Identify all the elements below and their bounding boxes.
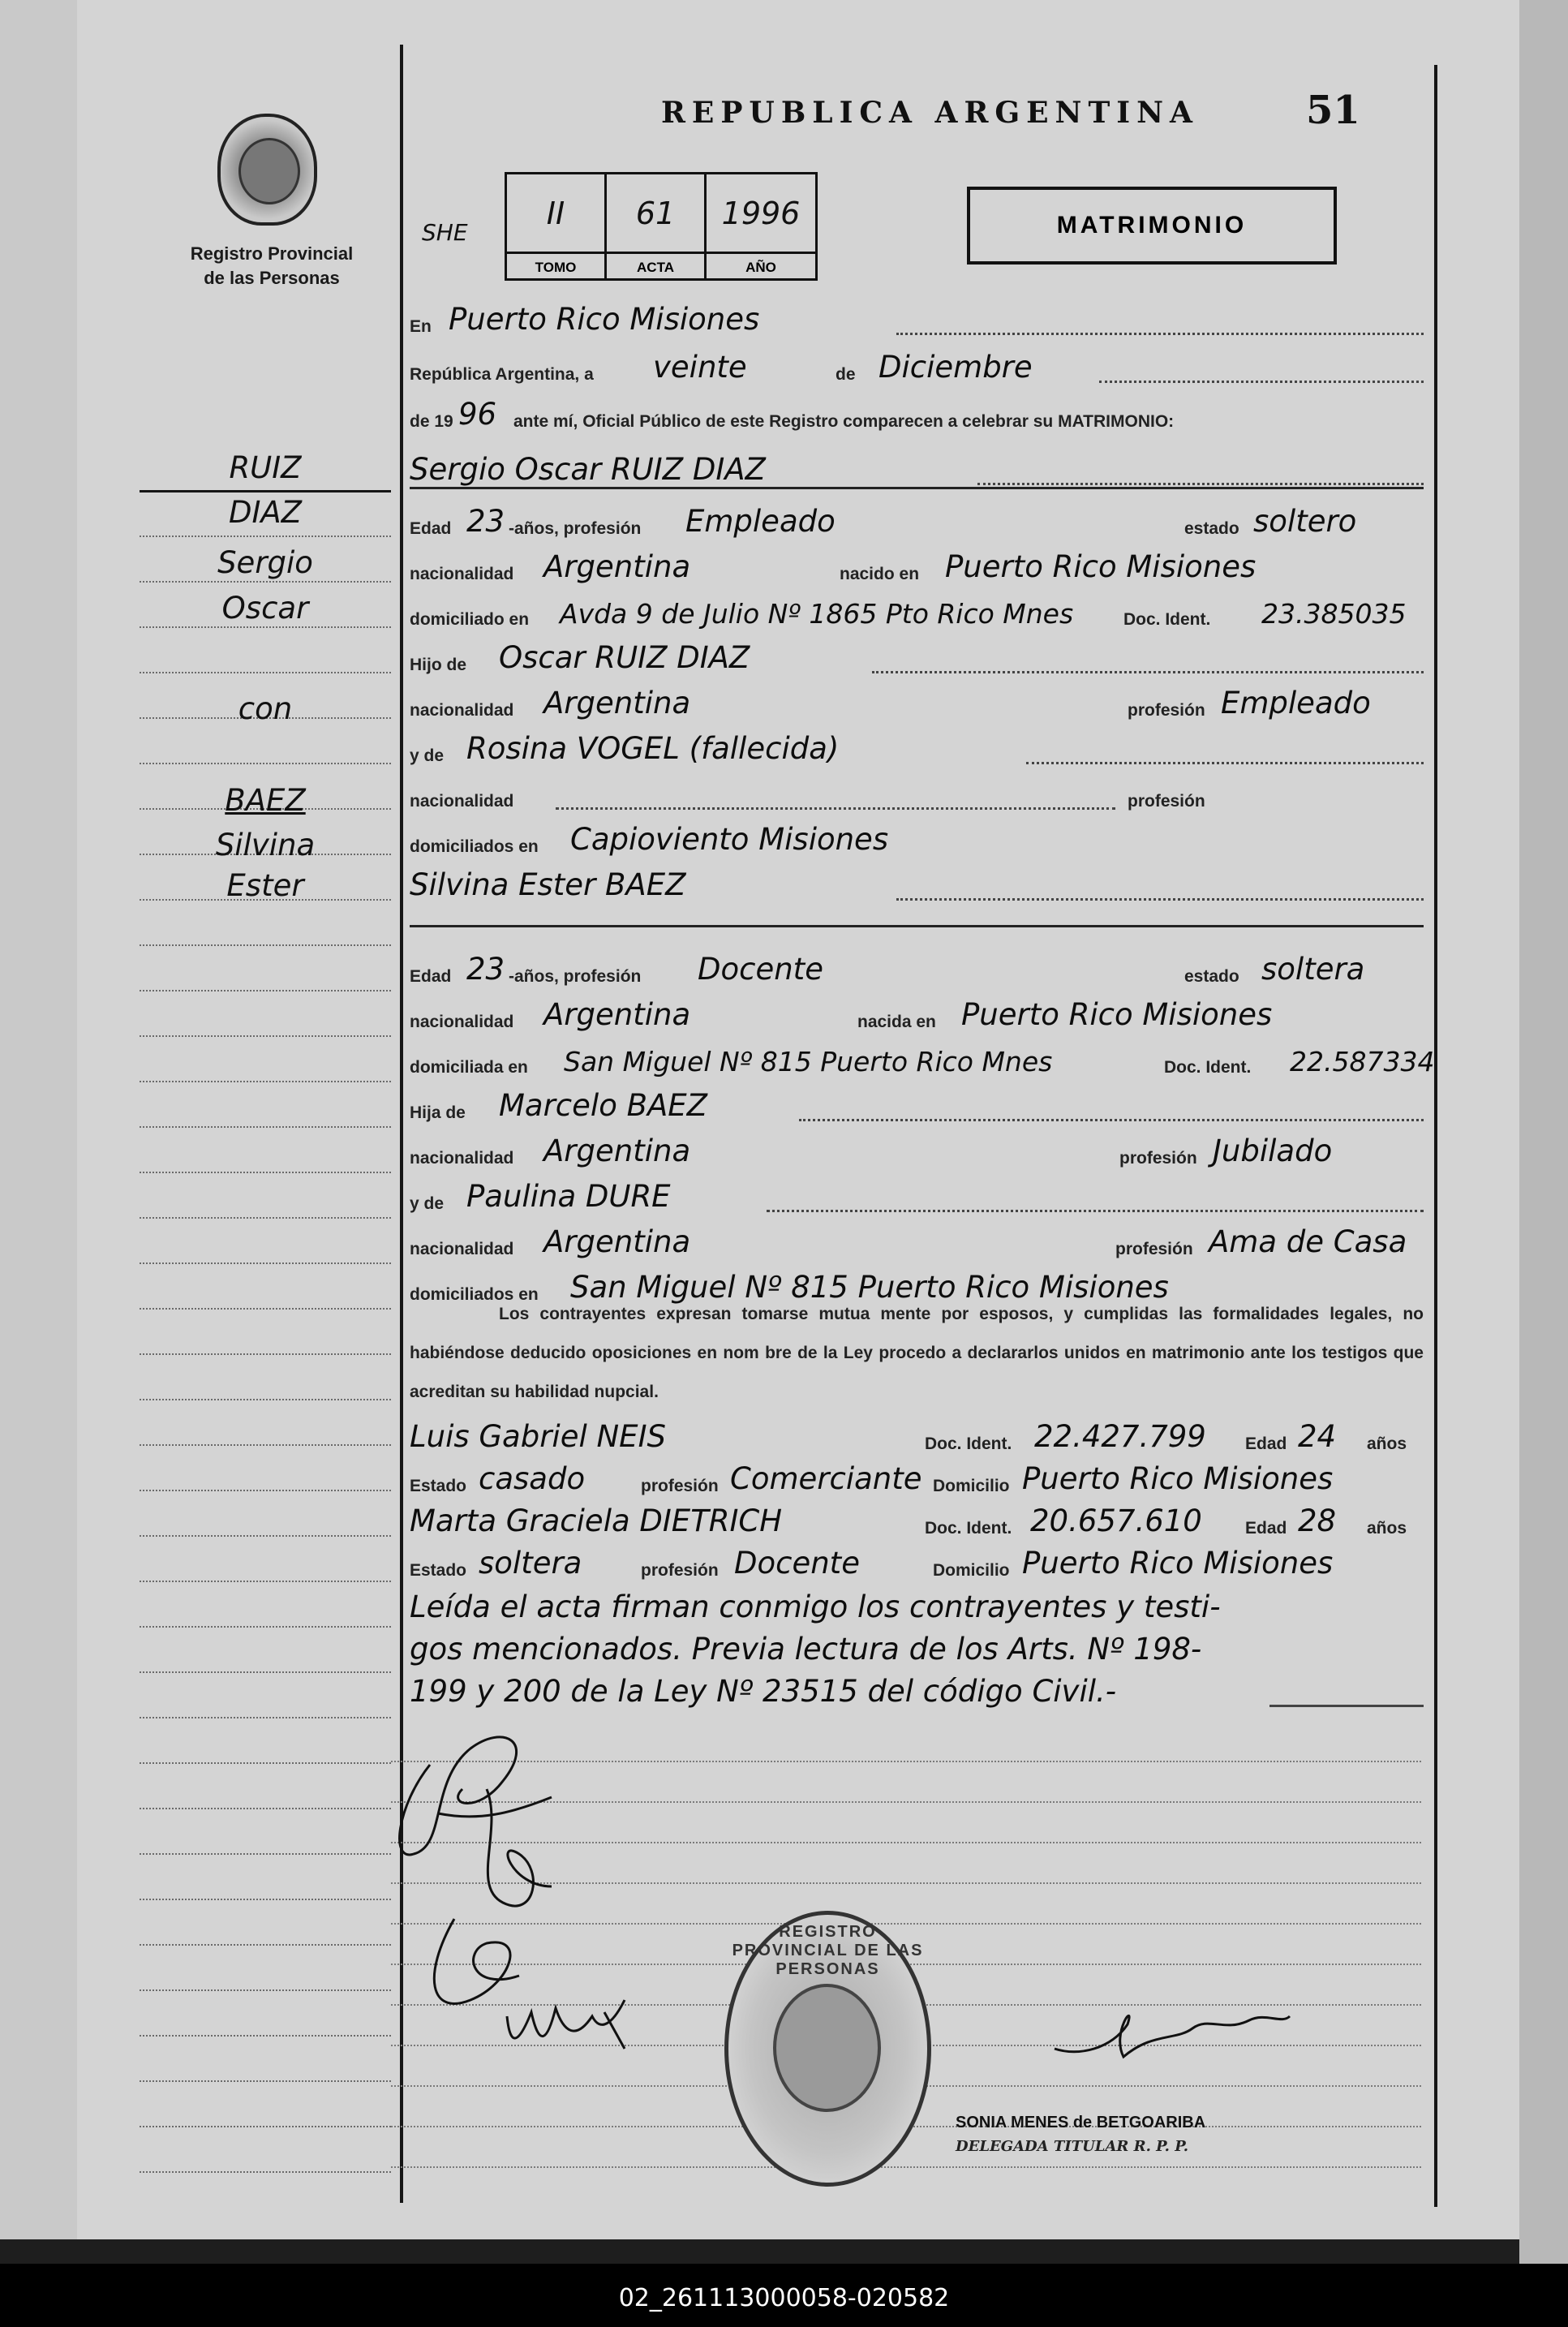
groom-father-row: Hijo de Oscar RUIZ DIAZ [410, 633, 1424, 680]
groom-nationality-row: nacionalidad Argentina nacido en Puerto Rico Misiones [410, 549, 1257, 584]
she-mark: SHE [422, 219, 468, 246]
bride-father-nat-row: nacionalidad Argentina profesión Jubilado [410, 1133, 1333, 1168]
margin-given-2: Oscar [221, 591, 309, 626]
groom-name-row: Sergio Oscar RUIZ DIAZ [410, 445, 1424, 492]
margin-rule-line [140, 990, 391, 991]
margin-divider [140, 490, 391, 492]
margin-rule-line [140, 944, 391, 946]
groom-age-row: Edad 23 -años, profesión Empleado estado soltero [410, 504, 1357, 539]
closing-line-1: Leída el acta firman conmigo los contrayentes y testi- [410, 1589, 1221, 1624]
bride-name-row: Silvina Ester BAEZ [410, 860, 1424, 907]
acta-label: ACTA [607, 252, 707, 281]
margin-rule-line [140, 1262, 391, 1264]
signature-groom [400, 1737, 552, 1855]
margin-rule-line [140, 2171, 391, 2173]
margin-rule-line [140, 2126, 391, 2127]
witness1-details-row: Estado casado profesión Comerciante Domicilio Puerto Rico Misiones [410, 1461, 1334, 1496]
bride-address-row: domiciliada en San Miguel Nº 815 Puerto Rico Mnes Doc. Ident. 22.587334 [410, 1046, 1435, 1077]
groom-mother-nat-row: nacionalidad profesión [410, 792, 1205, 811]
margin-bride-given-1: Silvina [215, 828, 316, 862]
margin-rule-line [140, 1989, 391, 1991]
margin-bride-surname: BAEZ [225, 783, 306, 818]
witness2-name-row: Marta Graciela DIETRICH Doc. Ident. 20.657.610 Edad 28 años [410, 1503, 1407, 1538]
bride-age-row: Edad 23 -años, profesión Docente estado soltera [410, 952, 1365, 987]
intro-place-row: En Puerto Rico Misiones [410, 295, 1424, 342]
provincial-emblem-icon [217, 114, 317, 226]
margin-rule-line [140, 672, 391, 673]
officer-role: DELEGADA TITULAR R. P. P. [956, 2138, 1189, 2155]
facing-page-edge [0, 0, 77, 2239]
margin-rule-line [140, 1535, 391, 1537]
acta-value: 61 [607, 174, 707, 252]
margin-con: con [238, 691, 293, 726]
groom-father-nat-row: nacionalidad Argentina profesión Empleado [410, 686, 1371, 720]
margin-rule-line [140, 2035, 391, 2037]
signature-officer [1055, 2015, 1290, 2057]
officer-name: SONIA MENES de BETGOARIBA [956, 2114, 1206, 2131]
margin-rule-line [140, 2080, 391, 2082]
signature-witness-2 [507, 2000, 625, 2049]
page-number: 51 [1306, 88, 1360, 133]
bride-mother-nat-row: nacionalidad Argentina profesión Ama de Casa [410, 1224, 1407, 1259]
margin-bride-given-2: Ester [226, 868, 304, 903]
margin-rule-line [140, 1490, 391, 1491]
scan-id: 02_261113000058-020582 [618, 2284, 950, 2312]
record-type-box: MATRIMONIO [967, 187, 1337, 265]
tomo-label: TOMO [507, 252, 607, 281]
groom-address-row: domiciliado en Avda 9 de Julio Nº 1865 Pto Rico Mnes Doc. Ident. 23.385035 [410, 598, 1407, 630]
margin-rule-line [140, 581, 391, 583]
margin-surname-1: RUIZ [229, 450, 302, 485]
margin-rule-line [140, 1853, 391, 1855]
closing-line-2: gos mencionados. Previa lectura de los Arts. Nº 198- [410, 1632, 1202, 1667]
margin-surname-2: DIAZ [228, 495, 303, 530]
bride-section-divider [410, 925, 1424, 927]
margin-rule-line [140, 1899, 391, 1900]
margin-rule-line [140, 1308, 391, 1310]
margin-rule-line [140, 1172, 391, 1173]
margin-rule-line [140, 1717, 391, 1718]
margin-rule-line [140, 1581, 391, 1582]
bride-nationality-row: nacionalidad Argentina nacida en Puerto Rico Misiones [410, 997, 1273, 1032]
ano-label: AÑO [707, 252, 815, 281]
book-edge [1519, 0, 1568, 2264]
margin-rule-line [140, 1035, 391, 1037]
bride-father-row: Hija de Marcelo BAEZ [410, 1081, 1424, 1128]
margin-rule-line [140, 626, 391, 628]
intro-formula-row: de 19 96 ante mí, Oficial Público de este Registro comparecen a celebrar su MATRIMONIO: [410, 397, 1175, 432]
closing-line-3: 199 y 200 de la Ley Nº 23515 del código Civil.- [410, 1667, 1424, 1714]
margin-rule-line [140, 1217, 391, 1219]
tomo-value: II [507, 174, 607, 252]
margin-rule-line [140, 1399, 391, 1400]
margin-rule-line [140, 1808, 391, 1809]
margin-given-1: Sergio [217, 545, 313, 580]
margin-rule-line [140, 1671, 391, 1673]
margin-rule-line [140, 536, 391, 537]
margin-rule-line [140, 763, 391, 764]
registry-name: Registro Provincial de las Personas [190, 243, 354, 288]
witness1-name-row: Luis Gabriel NEIS Doc. Ident. 22.427.799 Edad 24 años [410, 1419, 1407, 1454]
groom-parents-address-row: domiciliados en Capioviento Misiones [410, 822, 889, 857]
signature-bride [487, 1789, 552, 1906]
record-reference-box [505, 172, 818, 281]
page-title: REPUBLICA ARGENTINA [661, 96, 1199, 130]
blank-rule-line [391, 2166, 1421, 2168]
groom-mother-row: y de Rosina VOGEL (fallecida) [410, 724, 1424, 771]
margin-rule-line [140, 1762, 391, 1764]
ano-value: 1996 [721, 195, 801, 231]
official-seal-icon: REGISTRO PROVINCIAL DE LAS PERSONAS [724, 1911, 931, 2187]
right-border-line [1434, 65, 1437, 2207]
margin-rule-line [140, 1081, 391, 1082]
declaration-paragraph: Los contrayentes expresan tomarse mutua mente por esposos, y cumplidas las formalidades legales, no habiéndose deducido oposiciones en nom bre de la Ley procedo a declararlos unidos en matrimonio ante los testigos que acreditan su habilidad nupcial. [410, 1305, 1424, 1401]
bride-parents-address-row: domiciliados en San Miguel Nº 815 Puerto Rico Misiones [410, 1270, 1169, 1305]
groom-section-divider [410, 487, 1424, 489]
witness2-details-row: Estado soltera profesión Docente Domicilio Puerto Rico Misiones [410, 1546, 1334, 1581]
margin-rule-line [140, 1444, 391, 1446]
signature-witness-1 [434, 1919, 519, 2003]
margin-rule-line [140, 1626, 391, 1628]
intro-date-row: República Argentina, a veinte de Diciembre [410, 342, 1424, 389]
margin-rule-line [140, 1126, 391, 1128]
bride-mother-row: y de Paulina DURE [410, 1172, 1424, 1219]
margin-rule-line [140, 1353, 391, 1355]
margin-rule-line [140, 1944, 391, 1946]
